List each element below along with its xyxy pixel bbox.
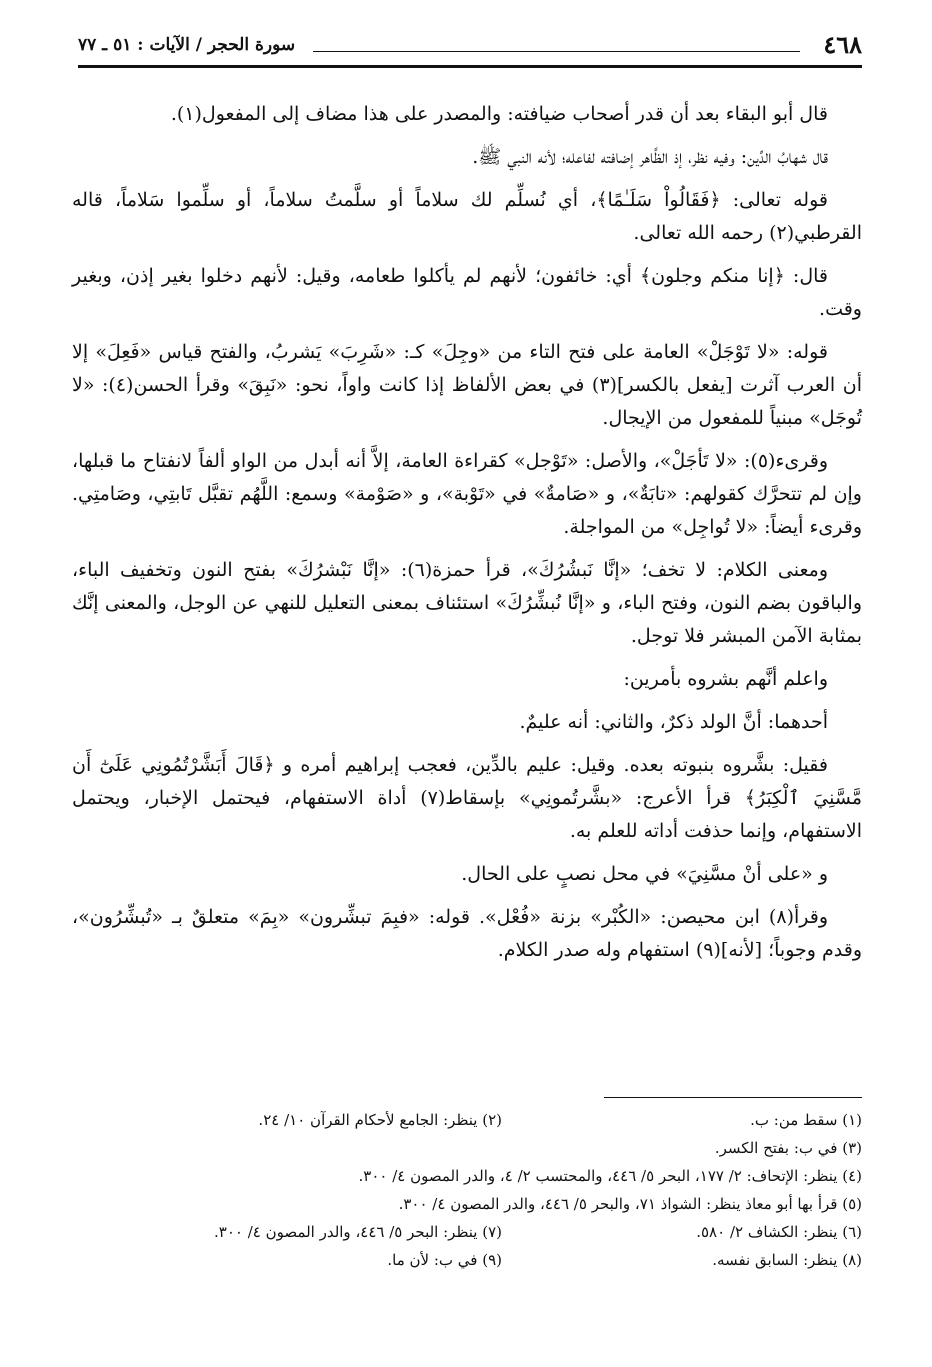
footnote: (٢) ينظر: الجامع لأحكام القرآن ١٠/ ٢٤. — [258, 1111, 502, 1129]
footnote: (٦) ينظر: الكشاف ٢/ ٥٨٠. — [696, 1223, 862, 1241]
footnote-row — [120, 1162, 862, 1190]
paragraph: واعلم أنَّهم بشروه بأمرين: — [623, 668, 828, 690]
footnote: (٥) قرأ بها أبو معاذ ينظر: الشواذ ٧١، والبحر ٥/ ٤٤٦، والدر المصون ٤/ ٣٠٠. — [398, 1195, 862, 1213]
paragraph: فقيل: بشَّروه بنبوته بعده. وقيل: عليم بالدِّين، فعجب إبراهيم أمره و ﴿قَالَ أَبَشَّرْتُمُونِي عَلَىٰٓ أَن مَّسَّنِيَ ٱلْكِبَرُ﴾ قرأ الأعرج: «بشَّرتُمونِي» بإسقاط(٧) أداة الاستفهام، فيحتمل الإخبار، ويحتمل الاستفهام، وإنما حذفت أداته للعلم به. — [72, 754, 863, 842]
paragraph: قوله تعالى: ﴿فَقَالُواْ سَلَـٰمًا﴾، أي نُسلِّم لك سلاماً أو سلَّمتُ سلاماً، أو سلِّموا سَلاماً، قاله القرطبي(٢) رحمه الله تعالى. — [72, 189, 862, 244]
surah-title: سورة الحجر / الآيات : ٥١ ـ ٧٧ — [78, 35, 296, 55]
paragraph: قال أبو البقاء بعد أن قدر أصحاب ضيافته: والمصدر على هذا مضاف إلى المفعول(١). — [170, 103, 828, 125]
header-thick-rule — [78, 65, 862, 68]
footnotes — [120, 1106, 862, 1274]
footnote-row — [120, 1218, 862, 1246]
main-text — [72, 98, 862, 977]
paragraph: و «على أنْ مسَّنِيَ» في محل نصبٍ على الحال. — [461, 863, 828, 885]
paragraph: ومعنى الكلام: لا تخف؛ «إنَّا نَبشُرُكَ»، قرأ حمزة(٦): «إنَّا نَبْشرُكَ» بفتح النون وتخفيف الباء، والباقون بضم النون، وفتح الباء، و «إنَّا نُبشِّرُكَ» استئناف بمعنى التعليل للنهي عن الوجل، والمعنى إنَّك بمثابة الآمن المبشر فلا توجل. — [72, 559, 862, 647]
footnote-separator — [604, 1097, 862, 1098]
footnote: (٩) في ب: لأن ما. — [387, 1251, 502, 1269]
footnote: (٧) ينظر: البحر ٥/ ٤٤٦، والدر المصون ٤/ ٣٠٠. — [214, 1223, 502, 1241]
footnote: (٣) في ب: بفتح الكسر. — [714, 1139, 862, 1157]
page-number: ٤٦٨ — [823, 30, 862, 59]
paragraph: وقرأ(٨) ابن محيصن: «الكُبْر» بزنة «فُعْل». قوله: «فبِمَ تبشِّرون» «بِمَ» متعلقٌ بـ «تُبشِّرُون»، وقدم وجوباً؛ [لأنه](٩) استفهام وله صدر الكلام. — [72, 906, 862, 961]
footnote-row — [120, 1190, 862, 1218]
paragraph: قوله: «لا تَوْجَلْ» العامة على فتح التاء من «وجِلَ» كـ: «شَرِبَ» يَشربُ، والفتح قياس «فَعِلَ» إلا أن العرب آثرت [يفعل بالكسر](٣) في بعض الألفاظ إذا كانت واواً، نحو: «نَبِقَ» وقرأ الحسن(٤): «لا تُوجَل» مبنياً للمفعول من الإيجال. — [72, 341, 862, 429]
paragraph: قال: ﴿إنا منكم وجلون﴾ أي: خائفون؛ لأنهم لم يأكلوا طعامه، وقيل: لأنهم دخلوا بغير إذن، وبغير وقت. — [72, 265, 862, 320]
footnote-row — [120, 1246, 862, 1274]
paragraph: قال شهابُ الدِّين: وفيه نظر، إذ الظَّاهر إضافته لفاعله؛ لأنه النبي ﷺ. — [472, 146, 828, 168]
paragraph: أحدهما: أنَّ الولد ذكرٌ، والثاني: أنه عليمٌ. — [519, 711, 828, 733]
running-header — [78, 30, 862, 64]
footnote: (١) سقط من: ب. — [750, 1111, 862, 1129]
footnote: (٤) ينظر: الإتحاف: ٢/ ١٧٧، البحر ٥/ ٤٤٦، والمحتسب ٢/ ٤، والدر المصون ٤/ ٣٠٠. — [358, 1167, 862, 1185]
header-rule — [313, 51, 800, 52]
footnote-row — [120, 1106, 862, 1134]
footnote: (٨) ينظر: السابق نفسه. — [712, 1251, 862, 1269]
footnote-row — [120, 1134, 862, 1162]
paragraph: وقرىء(٥): «لا تَأجَلْ»، والأصل: «تَوْجل» كقراءة العامة، إلاَّ أنه أبدل من الواو ألفاً لانفتاح ما قبلها، وإن لم تتحرَّك كقولهم: «تابَةٌ»، و «صَامةٌ» في «تَوْبة»، و «صَوْمة» وسمع: اللَّهُم تقبَّل تَابتِي، وصَامتِي. وقرىء أيضاً: «لا تُواجِل» من المواجلة. — [72, 450, 862, 538]
